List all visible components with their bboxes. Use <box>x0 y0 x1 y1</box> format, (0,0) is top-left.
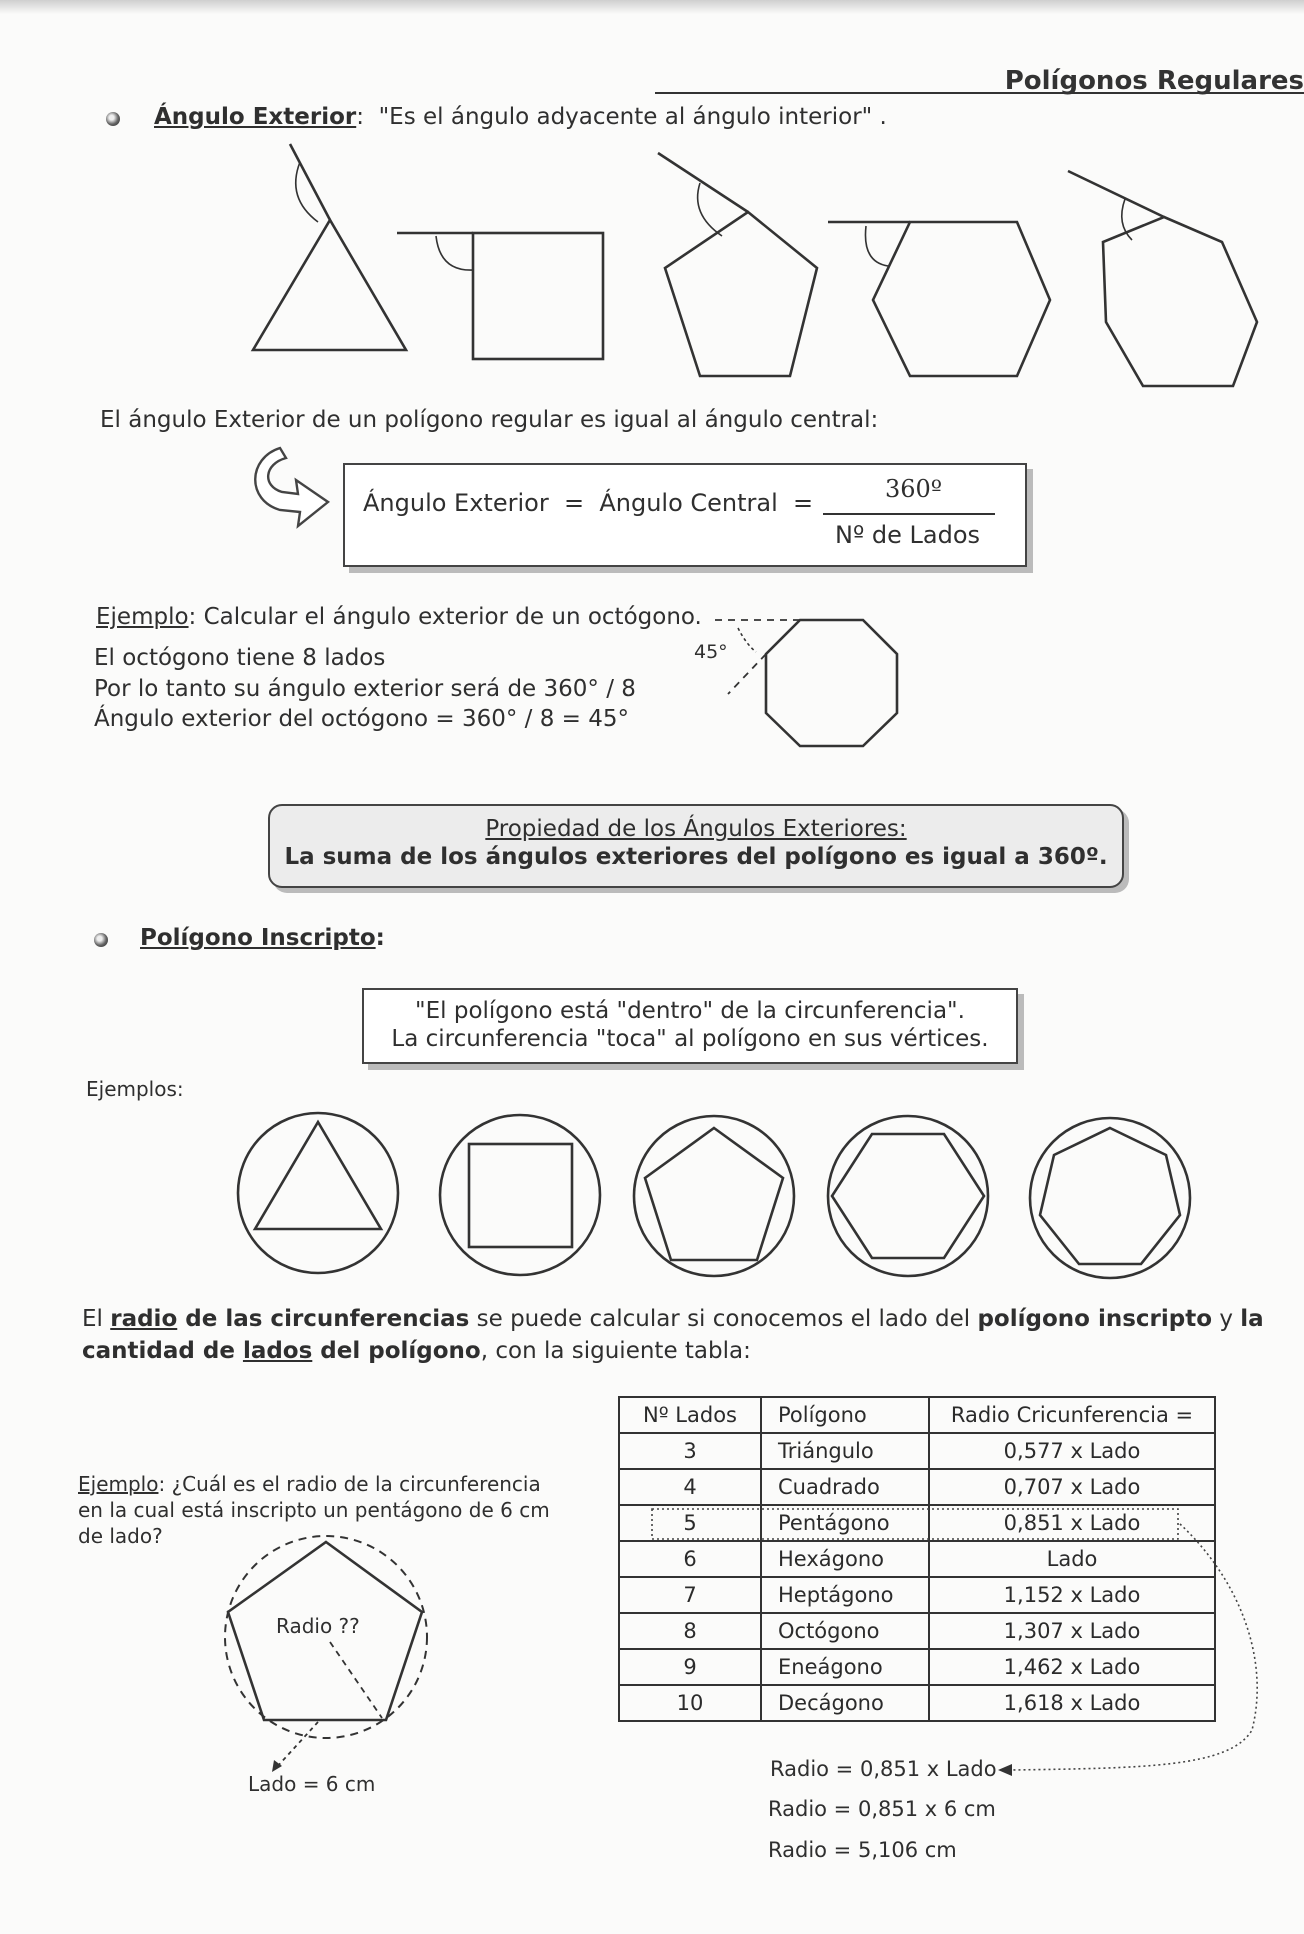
radius-paragraph-line1: El radio de las circunferencias se puede calcular si conocemos el lado del polígono inscripto y la <box>82 1306 1264 1332</box>
cell-sides: 7 <box>619 1577 761 1613</box>
example1-question: : Calcular el ángulo exterior de un octógono. <box>188 604 702 630</box>
cell-radius: 1,307 x Lado <box>929 1613 1215 1649</box>
inscribed-heading: Polígono Inscripto <box>140 925 376 951</box>
cell-radius: 1,618 x Lado <box>929 1685 1215 1721</box>
side-length-label: Lado = 6 cm <box>248 1772 376 1796</box>
cell-radius: Lado <box>929 1541 1215 1577</box>
cell-polygon: Heptágono <box>761 1577 929 1613</box>
cell-sides: 5 <box>619 1505 761 1541</box>
dotted-connector-line <box>1012 1524 1257 1770</box>
example1-line: Ángulo exterior del octógono = 360° / 8 = 45° <box>94 706 630 732</box>
radius-unknown-label: Radio ?? <box>276 1614 360 1638</box>
example1-line: El octógono tiene 8 lados <box>94 645 386 671</box>
formula-denominator: Nº de Lados <box>835 521 981 549</box>
cell-polygon: Pentágono <box>761 1505 929 1541</box>
exterior-definition: "Es el ángulo adyacente al ángulo interior" . <box>378 104 887 130</box>
property-text: La suma de los ángulos exteriores del polígono es igual a 360º. <box>284 844 1108 870</box>
example2-line3: de lado? <box>78 1524 163 1548</box>
column-header: Polígono <box>761 1397 929 1433</box>
radius-paragraph-line2: cantidad de lados del polígono, con la siguiente tabla: <box>82 1338 751 1364</box>
cell-radius: 1,462 x Lado <box>929 1649 1215 1685</box>
column-header: Radio Cricunferencia = <box>929 1397 1215 1433</box>
inscribed-box-line2: La circunferencia "toca" al polígono en sus vértices. <box>391 1026 989 1052</box>
solution-line: Radio = 0,851 x 6 cm <box>768 1797 996 1821</box>
cell-polygon: Decágono <box>761 1685 929 1721</box>
examples-label: Ejemplos: <box>86 1077 184 1101</box>
arrow-head-icon <box>998 1764 1012 1776</box>
cell-sides: 4 <box>619 1469 761 1505</box>
cell-polygon: Cuadrado <box>761 1469 929 1505</box>
cell-radius: 0,707 x Lado <box>929 1469 1215 1505</box>
cell-sides: 8 <box>619 1613 761 1649</box>
example1-line: Por lo tanto su ángulo exterior será de 360° / 8 <box>94 676 636 702</box>
inscribed-heading-line: Polígono Inscripto: <box>140 925 385 951</box>
example2-line2: en la cual está inscripto un pentágono de 6 cm <box>78 1498 550 1522</box>
cell-sides: 10 <box>619 1685 761 1721</box>
formula-numerator: 360º <box>885 475 943 503</box>
angle-label: 45° <box>694 641 728 663</box>
exterior-statement: El ángulo Exterior de un polígono regular es igual al ángulo central: <box>100 407 879 433</box>
property-title: Propiedad de los Ángulos Exteriores: <box>485 816 907 842</box>
exterior-heading-line: Ángulo Exterior: "Es el ángulo adyacente al ángulo interior" . <box>154 104 887 130</box>
solution-line: Radio = 0,851 x Lado <box>770 1757 997 1781</box>
cell-sides: 6 <box>619 1541 761 1577</box>
cell-sides: 3 <box>619 1433 761 1469</box>
example2-label: Ejemplo <box>78 1472 159 1496</box>
cell-polygon: Hexágono <box>761 1541 929 1577</box>
cell-polygon: Octógono <box>761 1613 929 1649</box>
cell-sides: 9 <box>619 1649 761 1685</box>
page-title: Polígonos Regulares <box>1004 66 1304 96</box>
exterior-heading: Ángulo Exterior <box>154 104 357 130</box>
formula-left: Ángulo Exterior = Ángulo Central = <box>363 489 814 517</box>
cell-polygon: Eneágono <box>761 1649 929 1685</box>
inscribed-box-line1: "El polígono está "dentro" de la circunferencia". <box>415 998 965 1024</box>
cell-radius: 1,152 x Lado <box>929 1577 1215 1613</box>
cell-radius: 0,851 x Lado <box>929 1505 1215 1541</box>
solution-line: Radio = 5,106 cm <box>768 1838 957 1862</box>
column-header: Nº Lados <box>619 1397 761 1433</box>
example1-label: Ejemplo <box>96 604 189 630</box>
cell-radius: 0,577 x Lado <box>929 1433 1215 1469</box>
cell-polygon: Triángulo <box>761 1433 929 1469</box>
dotted-row-highlight <box>652 1509 1178 1539</box>
example2-line1: Ejemplo: ¿Cuál es el radio de la circunferencia <box>78 1472 541 1496</box>
